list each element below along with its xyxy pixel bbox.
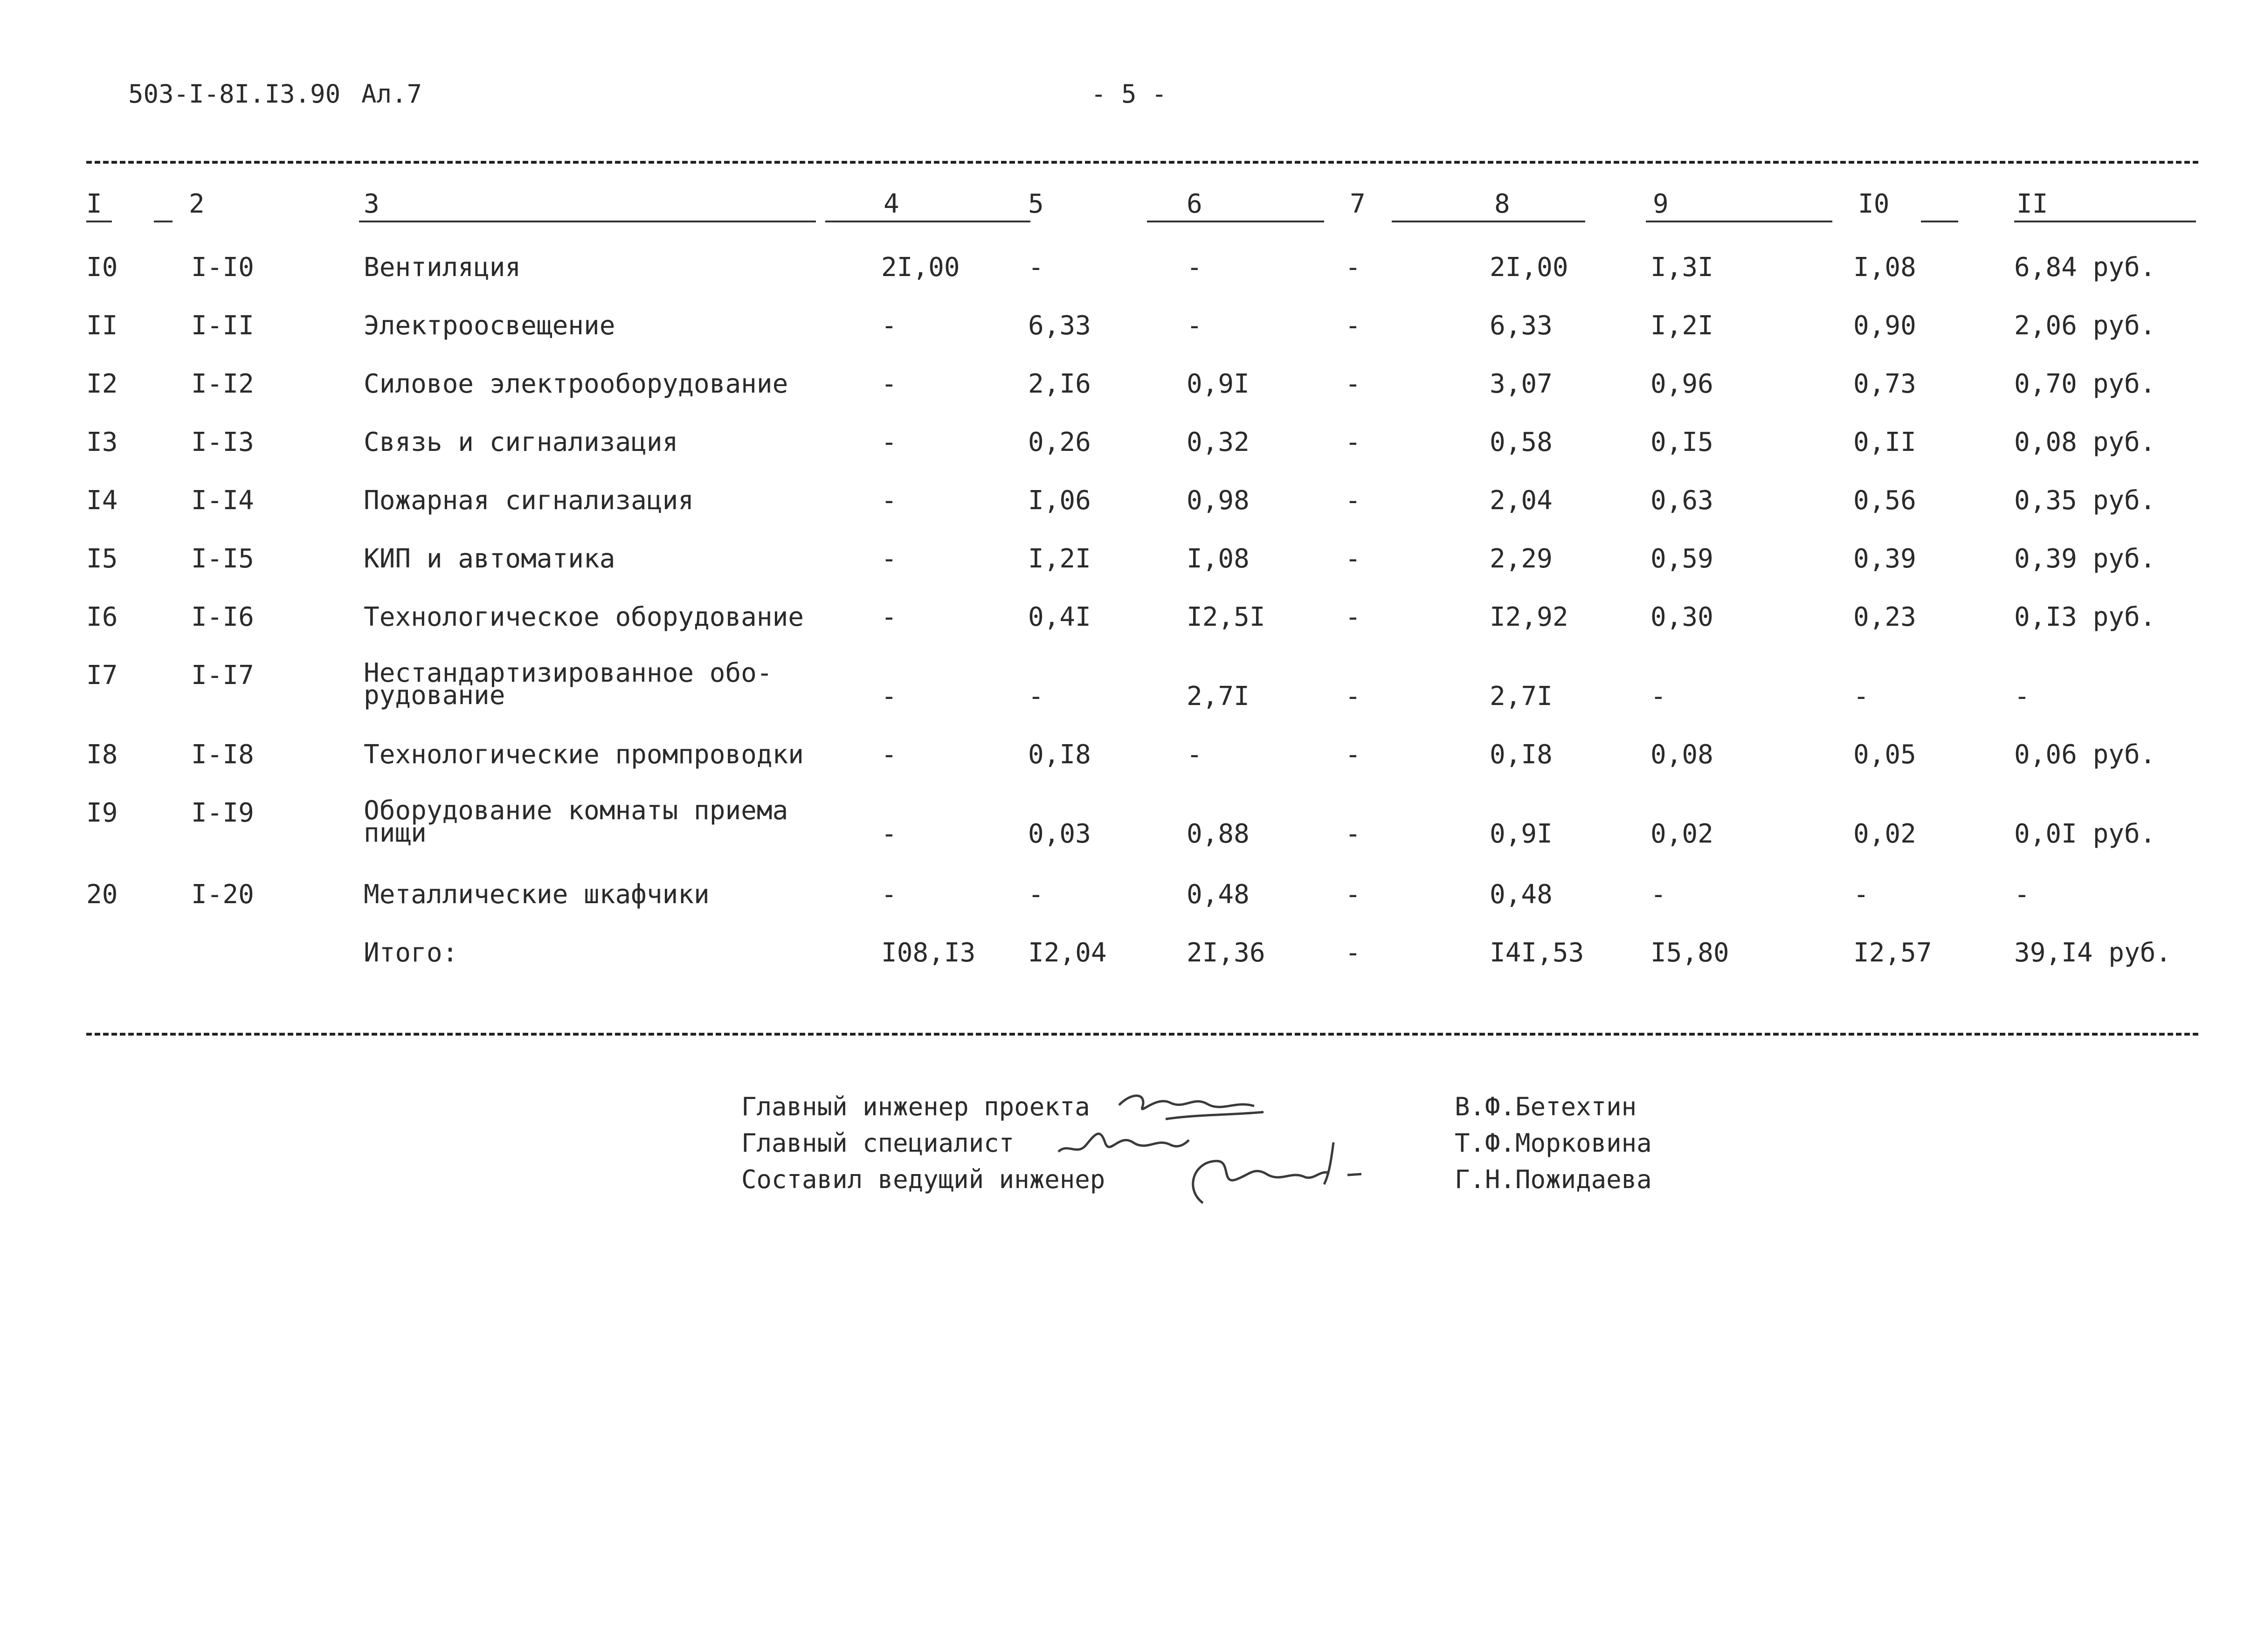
row-number: I7 bbox=[86, 660, 118, 691]
cell-col-9: 0,02 bbox=[1650, 819, 1713, 849]
signature-2-handwriting bbox=[1054, 1124, 1194, 1166]
header-underline-segment bbox=[359, 221, 816, 222]
cell-col-9: - bbox=[1650, 681, 1666, 712]
cell-col-10: 0,II bbox=[1853, 427, 1916, 457]
signature-1-handwriting bbox=[1114, 1086, 1268, 1128]
column-number-9: 9 bbox=[1653, 189, 1669, 219]
cell-col-4: - bbox=[881, 427, 897, 457]
cell-col-8: 0,58 bbox=[1490, 427, 1553, 457]
cell-col-5: I,06 bbox=[1028, 485, 1091, 516]
header-underline-segment bbox=[1921, 221, 1958, 222]
row-name-line: Нестандартизированное обо- bbox=[364, 658, 773, 688]
name-chief-engineer: В.Ф.Бетехтин bbox=[1455, 1092, 1637, 1121]
row-code: I-I4 bbox=[191, 485, 254, 516]
cell-col-11: 0,I3 руб. bbox=[2014, 602, 2156, 632]
cell-col-4: - bbox=[881, 485, 897, 516]
cell-col-11: 2,06 руб. bbox=[2014, 311, 2156, 341]
cell-col-4: - bbox=[881, 879, 897, 910]
cell-col-10: 0,73 bbox=[1853, 369, 1916, 399]
row-name bbox=[364, 546, 615, 573]
cell-col-11: 39,I4 руб. bbox=[2014, 938, 2172, 968]
name-chief-specialist: Т.Ф.Морковина bbox=[1455, 1128, 1652, 1158]
header-underline-segment bbox=[1392, 221, 1585, 222]
row-number: I9 bbox=[86, 798, 118, 828]
cell-col-6: I2,5I bbox=[1187, 602, 1265, 632]
page-number: - 5 - bbox=[1091, 79, 1167, 109]
column-number-4: 4 bbox=[884, 189, 899, 219]
cell-col-4: 2I,00 bbox=[881, 252, 960, 283]
cell-col-11: 0,06 руб. bbox=[2014, 740, 2156, 770]
column-number-10: I0 bbox=[1858, 189, 1890, 219]
cell-col-7: - bbox=[1345, 427, 1361, 457]
row-name-line: Пожарная сигнализация bbox=[364, 485, 694, 516]
signature-3-handwriting bbox=[1175, 1133, 1371, 1217]
header-underline-segment bbox=[1147, 221, 1324, 222]
row-number: I2 bbox=[86, 369, 118, 399]
cell-col-6: 0,88 bbox=[1187, 819, 1250, 849]
cell-col-11: 0,0I руб. bbox=[2014, 819, 2156, 849]
row-name-line: Итого: bbox=[364, 938, 458, 968]
cell-col-9: 0,59 bbox=[1650, 544, 1713, 574]
row-number: I4 bbox=[86, 485, 118, 516]
cell-col-9: I5,80 bbox=[1650, 938, 1729, 968]
cell-col-10: 0,05 bbox=[1853, 740, 1916, 770]
row-number: I5 bbox=[86, 544, 118, 574]
row-code: I-I5 bbox=[191, 544, 254, 574]
row-code: I-I6 bbox=[191, 602, 254, 632]
row-code: I-II bbox=[191, 311, 254, 341]
signature-titles bbox=[741, 1089, 1105, 1198]
cell-col-10: - bbox=[1853, 879, 1869, 910]
row-name-line: КИП и автоматика bbox=[364, 544, 615, 574]
cell-col-9: I,3I bbox=[1650, 252, 1713, 283]
cell-col-9: 0,I5 bbox=[1650, 427, 1713, 457]
row-name-line: пищи bbox=[364, 818, 427, 848]
title-chief-engineer: Главный инженер проекта bbox=[741, 1092, 1090, 1121]
column-number-6: 6 bbox=[1187, 189, 1202, 219]
cell-col-8: 0,9I bbox=[1490, 819, 1553, 849]
cell-col-11: 0,70 руб. bbox=[2014, 369, 2156, 399]
cell-col-11: 0,39 руб. bbox=[2014, 544, 2156, 574]
row-name-line: Металлические шкафчики bbox=[364, 879, 710, 910]
cell-col-9: 0,63 bbox=[1650, 485, 1713, 516]
sheet-label: Ал.7 bbox=[361, 79, 422, 109]
row-name bbox=[364, 658, 773, 711]
row-name-line: Вентиляция bbox=[364, 252, 521, 283]
cell-col-4: - bbox=[881, 544, 897, 574]
cell-col-9: 0,30 bbox=[1650, 602, 1713, 632]
cell-col-5: 0,I8 bbox=[1028, 740, 1091, 770]
cell-col-8: 6,33 bbox=[1490, 311, 1553, 341]
row-number: II bbox=[86, 311, 118, 341]
cell-col-4: - bbox=[881, 602, 897, 632]
cell-col-8: 0,I8 bbox=[1490, 740, 1553, 770]
title-chief-specialist: Главный специалист bbox=[741, 1128, 1015, 1158]
document-code: 503-I-8I.I3.90 bbox=[128, 79, 341, 109]
column-number-11: II bbox=[2016, 189, 2048, 219]
cell-col-6: 2,7I bbox=[1187, 681, 1250, 712]
row-number: I3 bbox=[86, 427, 118, 457]
cell-col-6: 0,32 bbox=[1187, 427, 1250, 457]
cell-col-8: 2,04 bbox=[1490, 485, 1553, 516]
cell-col-6: 0,48 bbox=[1187, 879, 1250, 910]
cell-col-7: - bbox=[1345, 681, 1361, 712]
cell-col-7: - bbox=[1345, 544, 1361, 574]
header-underline-segment bbox=[154, 221, 173, 222]
row-name-line: Электроосвещение bbox=[364, 311, 615, 341]
row-number: I8 bbox=[86, 740, 118, 770]
row-number: I0 bbox=[86, 252, 118, 283]
cell-col-6: 2I,36 bbox=[1187, 938, 1265, 968]
cell-col-11: 6,84 руб. bbox=[2014, 252, 2156, 283]
row-name bbox=[364, 371, 788, 398]
cell-col-5: 0,03 bbox=[1028, 819, 1091, 849]
cell-col-10: 0,02 bbox=[1853, 819, 1916, 849]
cell-col-7: - bbox=[1345, 602, 1361, 632]
row-code: I-I0 bbox=[191, 252, 254, 283]
column-number-3: 3 bbox=[364, 189, 380, 219]
signature-names bbox=[1455, 1089, 1652, 1198]
column-number-8: 8 bbox=[1494, 189, 1510, 219]
cell-col-8: I4I,53 bbox=[1490, 938, 1584, 968]
cell-col-6: - bbox=[1187, 252, 1202, 283]
row-name bbox=[364, 254, 521, 281]
cell-col-11: - bbox=[2014, 879, 2030, 910]
row-name-line: Технологическое оборудование bbox=[364, 602, 804, 632]
row-code: I-20 bbox=[191, 879, 254, 910]
row-name bbox=[364, 487, 694, 514]
row-name bbox=[364, 312, 615, 339]
cell-col-11: 0,35 руб. bbox=[2014, 485, 2156, 516]
cell-col-7: - bbox=[1345, 485, 1361, 516]
cell-col-9: - bbox=[1650, 879, 1666, 910]
title-compiler: Составил ведущий инженер bbox=[741, 1165, 1105, 1194]
cell-col-4: - bbox=[881, 819, 897, 849]
row-number: I6 bbox=[86, 602, 118, 632]
cell-col-10: I,08 bbox=[1853, 252, 1916, 283]
cell-col-5: 0,26 bbox=[1028, 427, 1091, 457]
cell-col-4: I08,I3 bbox=[881, 938, 976, 968]
cell-col-7: - bbox=[1345, 311, 1361, 341]
column-number-7: 7 bbox=[1350, 189, 1366, 219]
header-underline-segment bbox=[825, 221, 1030, 222]
cell-col-10: 0,90 bbox=[1853, 311, 1916, 341]
cell-col-7: - bbox=[1345, 252, 1361, 283]
cell-col-6: 0,98 bbox=[1187, 485, 1250, 516]
cell-col-5: 2,I6 bbox=[1028, 369, 1091, 399]
cell-col-7: - bbox=[1345, 369, 1361, 399]
row-number: 20 bbox=[86, 879, 118, 910]
cell-col-5: 0,4I bbox=[1028, 602, 1091, 632]
cell-col-7: - bbox=[1345, 938, 1361, 968]
cell-col-6: - bbox=[1187, 740, 1202, 770]
row-code: I-I8 bbox=[191, 740, 254, 770]
cell-col-9: I,2I bbox=[1650, 311, 1713, 341]
cell-col-11: - bbox=[2014, 681, 2030, 712]
row-name bbox=[364, 604, 804, 631]
cell-col-4: - bbox=[881, 681, 897, 712]
row-name-line: рудование bbox=[364, 680, 505, 711]
cell-col-10: 0,23 bbox=[1853, 602, 1916, 632]
cell-col-9: 0,08 bbox=[1650, 740, 1713, 770]
cell-col-10: I2,57 bbox=[1853, 938, 1932, 968]
row-name-line: Технологические промпроводки bbox=[364, 740, 804, 770]
column-number-2: 2 bbox=[189, 189, 205, 219]
header-underline-segment bbox=[1646, 221, 1832, 222]
cell-col-6: 0,9I bbox=[1187, 369, 1250, 399]
cell-col-4: - bbox=[881, 311, 897, 341]
row-name bbox=[364, 429, 678, 456]
column-number-1: I bbox=[86, 189, 102, 219]
cell-col-7: - bbox=[1345, 819, 1361, 849]
cell-col-7: - bbox=[1345, 740, 1361, 770]
cell-col-8: 0,48 bbox=[1490, 879, 1553, 910]
row-name bbox=[364, 795, 788, 848]
cell-col-7: - bbox=[1345, 879, 1361, 910]
header-underline-segment bbox=[86, 221, 112, 222]
header-underline-segment bbox=[2014, 221, 2196, 222]
cell-col-5: - bbox=[1028, 681, 1044, 712]
row-name bbox=[364, 881, 710, 908]
column-number-5: 5 bbox=[1028, 189, 1044, 219]
row-code: I-I2 bbox=[191, 369, 254, 399]
row-code: I-I7 bbox=[191, 660, 254, 691]
cell-col-11: 0,08 руб. bbox=[2014, 427, 2156, 457]
cell-col-8: 2,7I bbox=[1490, 681, 1553, 712]
row-name bbox=[364, 940, 458, 967]
cell-col-5: I,2I bbox=[1028, 544, 1091, 574]
row-code: I-I9 bbox=[191, 798, 254, 828]
row-name-line: Связь и сигнализация bbox=[364, 427, 678, 457]
cell-col-8: 3,07 bbox=[1490, 369, 1553, 399]
cell-col-8: 2,29 bbox=[1490, 544, 1553, 574]
cell-col-4: - bbox=[881, 740, 897, 770]
row-name bbox=[364, 741, 804, 768]
name-compiler: Г.Н.Пожидаева bbox=[1455, 1165, 1652, 1194]
cell-col-10: 0,56 bbox=[1853, 485, 1916, 516]
cell-col-8: 2I,00 bbox=[1490, 252, 1568, 283]
cell-col-8: I2,92 bbox=[1490, 602, 1568, 632]
row-name-line: Силовое электрооборудование bbox=[364, 369, 788, 399]
cell-col-9: 0,96 bbox=[1650, 369, 1713, 399]
cell-col-6: I,08 bbox=[1187, 544, 1250, 574]
row-name-line: Оборудование комнаты приема bbox=[364, 795, 788, 826]
cell-col-5: - bbox=[1028, 879, 1044, 910]
cell-col-5: 6,33 bbox=[1028, 311, 1091, 341]
row-code: I-I3 bbox=[191, 427, 254, 457]
bottom-rule bbox=[86, 1033, 2198, 1036]
top-rule bbox=[86, 161, 2198, 164]
cell-col-5: - bbox=[1028, 252, 1044, 283]
cell-col-10: 0,39 bbox=[1853, 544, 1916, 574]
cell-col-5: I2,04 bbox=[1028, 938, 1107, 968]
cell-col-4: - bbox=[881, 369, 897, 399]
cell-col-10: - bbox=[1853, 681, 1869, 712]
cell-col-6: - bbox=[1187, 311, 1202, 341]
